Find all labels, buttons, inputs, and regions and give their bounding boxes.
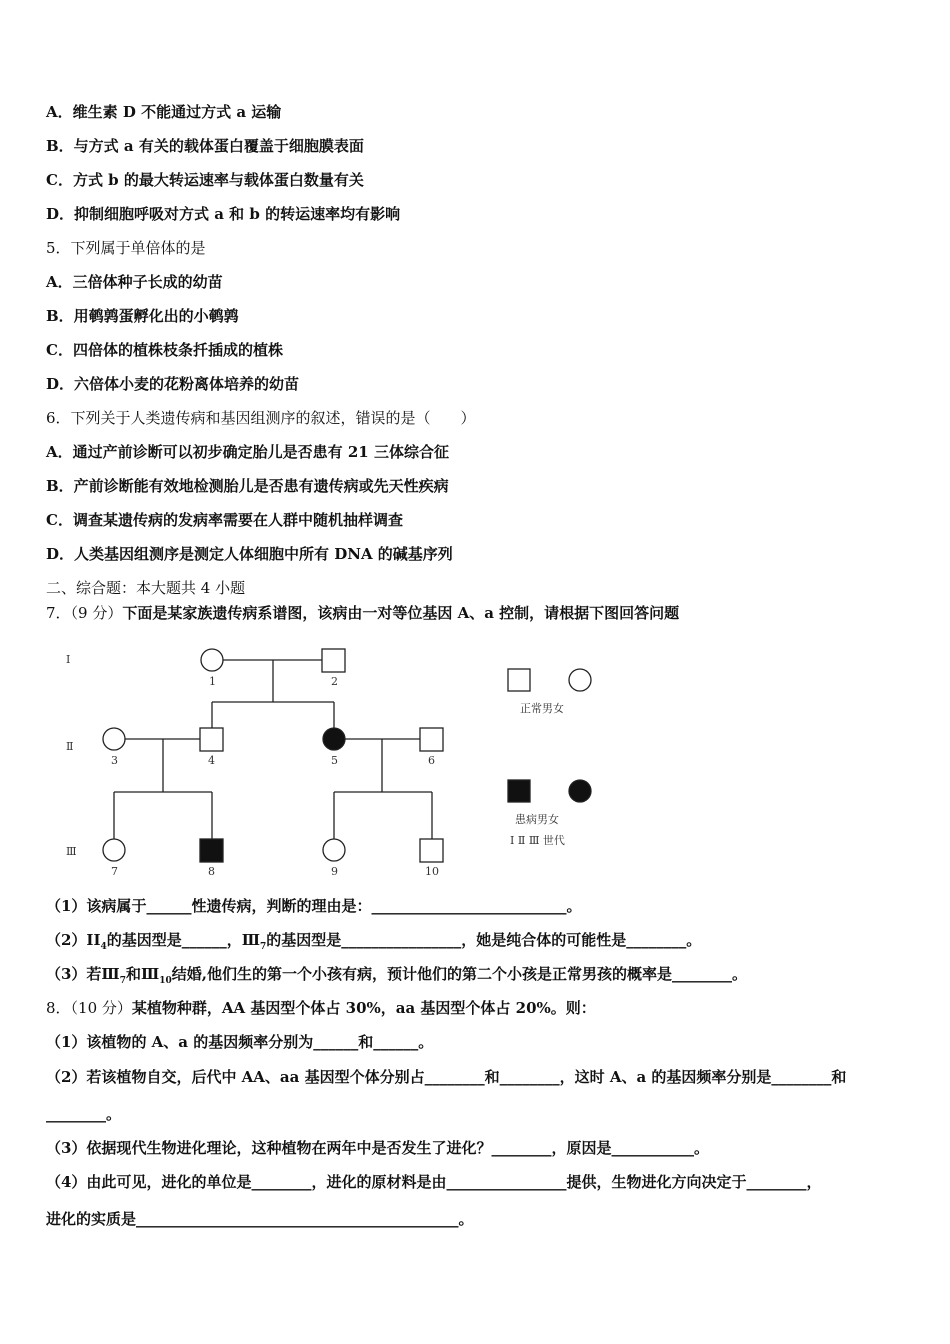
legend-normal-female <box>569 669 591 691</box>
q8-stem-text: 某植物种群，AA 基因型个体占 30%，aa 基因型个体占 20%。则： <box>131 999 596 1017</box>
q6-stem: 6．下列关于人类遗传病和基因组测序的叙述，错误的是（ ） <box>46 409 476 427</box>
pedigree-ii6-male-normal <box>420 728 443 751</box>
legend-affected-label: 患病男女 <box>515 813 559 826</box>
q8-stem <box>46 998 596 1018</box>
pedigree-id-7: 7 <box>111 865 118 878</box>
legend-normal-label: 正常男女 <box>520 702 564 715</box>
q5-option-a: A．三倍体种子长成的幼苗 <box>46 273 223 291</box>
q8-sub4: （4）由此可见，进化的单位是________，进化的原材料是由________________提供，生物进化方向决定于________， <box>46 1173 822 1191</box>
pedigree-ii3-female-normal <box>103 728 125 750</box>
legend-affected-female <box>569 780 591 802</box>
q8-sub2-cont: ________。 <box>46 1105 122 1123</box>
q5-option-c: C．四倍体的植株枝条扦插成的植株 <box>46 341 283 359</box>
pedigree-i2-male-normal <box>322 649 345 672</box>
section-2-heading: 二、综合题：本大题共 4 小题 <box>46 579 246 597</box>
q8-sub2: （2）若该植物自交，后代中 AA、aa 基因型个体分别占________和________，这时 A、a 的基因频率分别是________和 <box>46 1068 847 1086</box>
pedigree-iii10-male-normal <box>420 839 443 862</box>
q4-option-d: D．抑制细胞呼吸对方式 a 和 b 的转运速率均有影响 <box>46 205 401 223</box>
q8-sub1: （1）该植物的 A、a 的基因频率分别为______和______。 <box>46 1033 434 1051</box>
pedigree-chart <box>60 640 620 880</box>
legend-affected-male <box>508 780 530 802</box>
pedigree-iii9-female-normal <box>323 839 345 861</box>
q6-option-b: B．产前诊断能有效地检测胎儿是否患有遗传病或先天性疾病 <box>46 477 449 495</box>
pedigree-id-4: 4 <box>208 754 215 767</box>
q5-stem: 5．下列属于单倍体的是 <box>46 239 206 257</box>
pedigree-id-9: 9 <box>331 865 338 878</box>
pedigree-id-10: 10 <box>425 865 439 878</box>
q7-sub3 <box>46 964 747 991</box>
q7-sub2-part-c: 的基因型是________________，她是纯合体的可能性是________。 <box>266 931 702 949</box>
pedigree-ii5-female-affected <box>323 728 345 750</box>
q5-option-d: D．六倍体小麦的花粉离体培养的幼苗 <box>46 375 300 393</box>
q7-sub1: （1）该病属于______性遗传病，判断的理由是：__________________________。 <box>46 897 582 915</box>
legend-generation-label: Ⅰ Ⅱ Ⅲ 世代 <box>510 834 565 847</box>
q7-stem <box>46 603 679 623</box>
q7-sub2-part-b: 的基因型是______，Ⅲ <box>106 931 261 949</box>
q7-sub2-sub-2: 7 <box>260 942 267 952</box>
q7-sub2-part-a: （2）II <box>46 931 101 949</box>
q8-sub3: （3）依据现代生物进化理论，这种植物在两年中是否发生了进化？________，原因是___________。 <box>46 1139 709 1157</box>
pedigree-iii8-male-affected <box>200 839 223 862</box>
q7-number: 7．（9 分） <box>46 604 123 622</box>
q8-sub4-cont: 进化的实质是___________________________________________。 <box>46 1210 474 1228</box>
q6-option-a: A．通过产前诊断可以初步确定胎儿是否患有 21 三体综合征 <box>46 443 449 461</box>
q5-option-b: B．用鹌鹑蛋孵化出的小鹌鹑 <box>46 307 239 325</box>
q7-stem-text: 下面是某家族遗传病系谱图，该病由一对等位基因 A、a 控制，请根据下图回答问题 <box>122 604 680 622</box>
pedigree-id-1: 1 <box>209 675 216 688</box>
q8-number: 8．（10 分） <box>46 999 132 1017</box>
pedigree-i1-female-normal <box>201 649 223 671</box>
q4-option-c: C．方式 b 的最大转运速率与载体蛋白数量有关 <box>46 171 364 189</box>
pedigree-id-2: 2 <box>331 675 338 688</box>
pedigree-id-5: 5 <box>331 754 338 767</box>
q7-sub3-part-a: （3）若Ⅲ <box>46 965 120 983</box>
legend-normal-male <box>508 669 530 691</box>
q7-sub3-sub-1: 7 <box>119 976 126 986</box>
pedigree-iii7-female-normal <box>103 839 125 861</box>
q4-option-b: B．与方式 a 有关的载体蛋白覆盖于细胞膜表面 <box>46 137 364 155</box>
q7-sub2 <box>46 930 701 957</box>
q6-option-d: D．人类基因组测序是测定人体细胞中所有 DNA 的碱基序列 <box>46 545 453 563</box>
pedigree-id-6: 6 <box>428 754 435 767</box>
pedigree-ii4-male-normal <box>200 728 223 751</box>
pedigree-id-8: 8 <box>208 865 215 878</box>
q6-option-c: C．调查某遗传病的发病率需要在人群中随机抽样调查 <box>46 511 403 529</box>
q7-sub2-sub-1: 4 <box>100 942 107 952</box>
generation-label-iii: Ⅲ <box>66 845 77 858</box>
pedigree-id-3: 3 <box>111 754 118 767</box>
q7-sub3-part-c: 结婚,他们生的第一个小孩有病，预计他们的第二个小孩是正常男孩的概率是________。 <box>171 965 748 983</box>
generation-label-ii: Ⅱ <box>66 740 74 753</box>
q4-option-a: A．维生素 D 不能通过方式 a 运输 <box>46 103 282 121</box>
q7-sub3-sub-2: 10 <box>159 976 172 986</box>
generation-label-i: Ⅰ <box>66 653 71 666</box>
q7-sub3-part-b: 和Ⅲ <box>125 965 160 983</box>
